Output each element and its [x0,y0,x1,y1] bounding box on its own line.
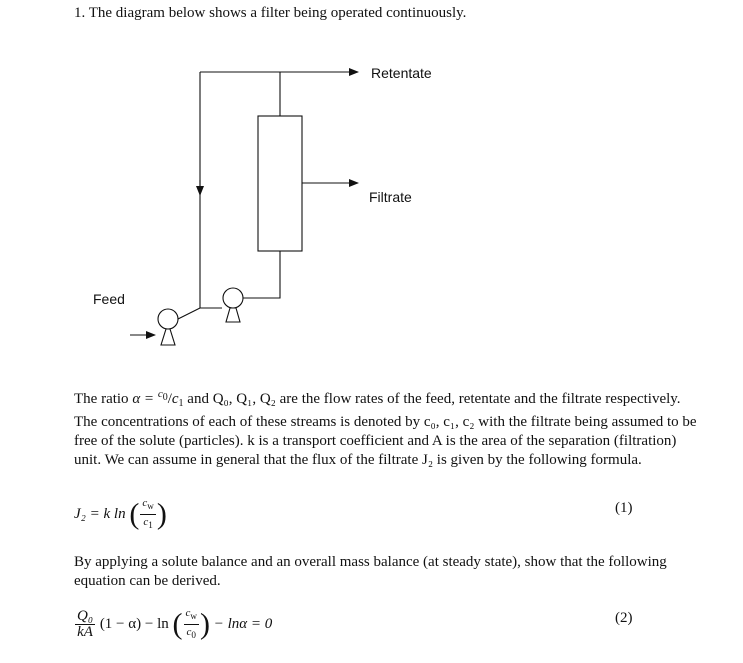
recirculation-pump [223,288,243,322]
equation-2-number: (2) [615,610,633,626]
equation-2: $\frac{\text{Q₀}}{kA}$ (1 − α) − ln ( $\frac{c_w}{c_0}$ ) − lnα = 0 [77,607,273,641]
feed-pump [158,308,200,345]
paragraph-ratio: The ratio $\alpha = ^{c0}/c_1$ and Q₀, Q₁, Q₂ are the flow rates of the feed, retentate and the filtrate respectively. The concentrations of each of these streams is denoted by c₀, c₁, c₂ with the filtrate being assumed to be free of the solute (particles). k is a transport coefficient and A is the area of the separation (filtration) unit. We can assume in general that the flux of the filtrate J₂ is given by the following formula. [74,388,697,468]
feed-label: Feed [93,291,125,307]
question-title: 1. The diagram below shows a filter being operated continuously. [74,5,467,21]
equation-1: J₂ = k ln ( $\frac{c_w}{c_1}$ ) [74,497,167,531]
retentate-label: Retentate [371,65,432,81]
filter-unit [258,116,302,251]
equation-1-number: (1) [615,500,633,516]
filtrate-label: Filtrate [369,189,412,205]
paragraph-balance: By applying a solute balance and an overall mass balance (at steady state), show that the following equation can be derived. [74,554,667,589]
